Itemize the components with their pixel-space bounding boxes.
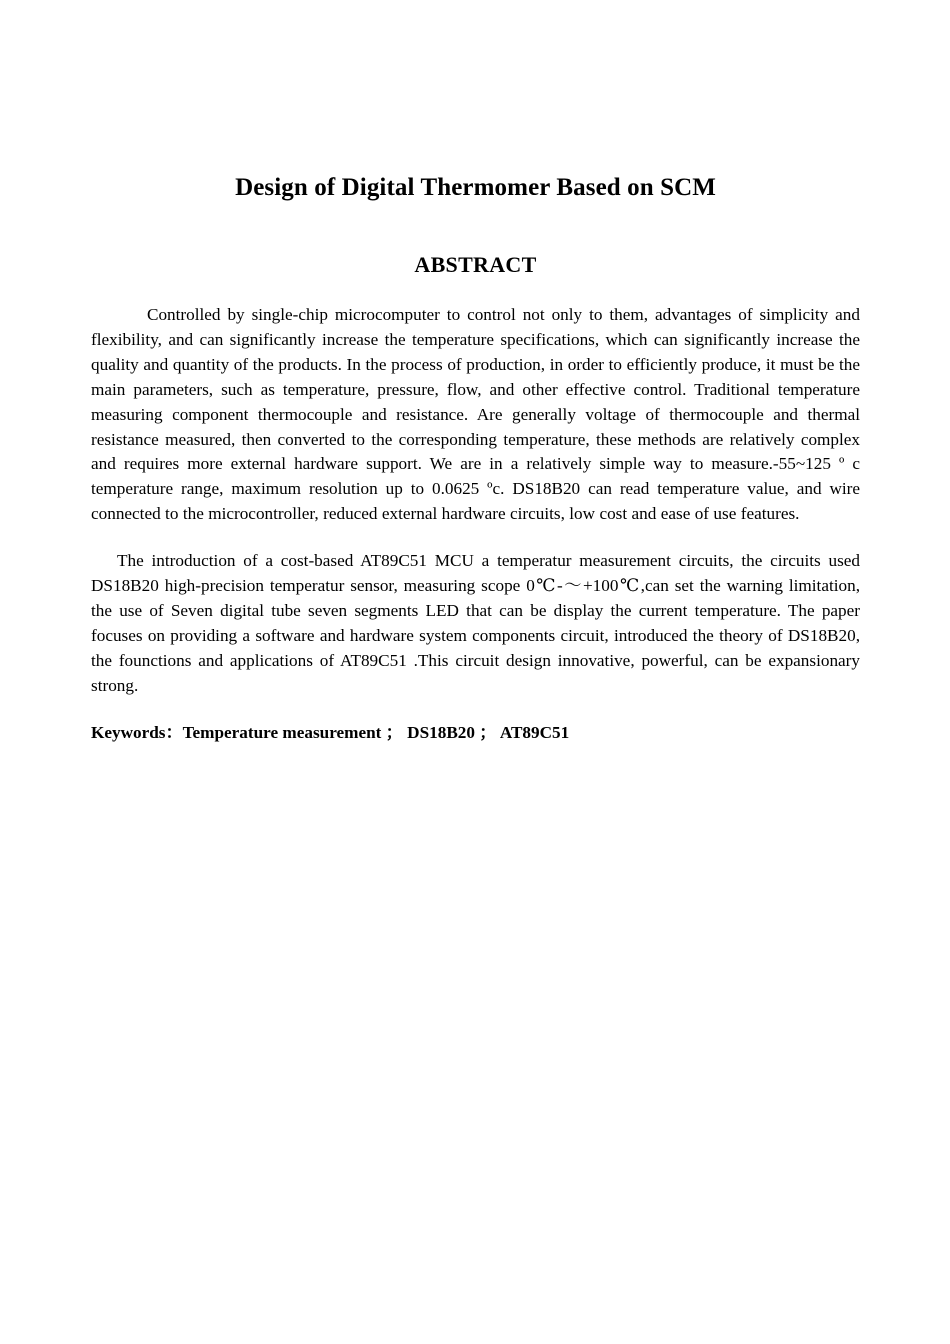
abstract-body	[91, 303, 860, 746]
page-title: Design of Digital Thermomer Based on SCM	[235, 174, 716, 201]
abstract-paragraph-2: The introduction of a cost-based AT89C51 MCU a temperatur measurement circuits, the circuits used DS18B20 high-precision temperatur sensor, measuring scope 0℃-～+100℃,can set the warning limitation, the use of Seven digital tube seven segments LED that can be display the current temperature. The paper focuses on providing a software and hardware system components circuit, introduced the theory of DS18B20, the founctions and applications of AT89C51 .This circuit design innovative, powerful, can be expansionary strong.	[91, 551, 860, 695]
abstract-paragraph-1: Controlled by single-chip microcomputer to control not only to them, advantages of simplicity and flexibility, and can significantly increase the temperature specifications, which can significantly increase the quality and quantity of the products. In the process of production, in order to efficiently produce, it must be the main parameters, such as temperature, pressure, flow, and other effective control. Traditional temperature measuring component thermocouple and resistance. Are generally voltage of thermocouple and thermal resistance measured, then converted to the corresponding temperature, these methods are relatively complex and requires more external hardware support. We are in a relatively simple way to measure.-55~125 º c temperature range, maximum resolution up to 0.0625 ºc. DS18B20 can read temperature value, and wire connected to the microcontroller, reduced external hardware circuits, low cost and ease of use features.	[91, 305, 860, 524]
abstract-heading: ABSTRACT	[414, 252, 537, 277]
keywords-line: Keywords：Temperature measurement ； DS18B20 ； AT89C51	[91, 722, 570, 742]
